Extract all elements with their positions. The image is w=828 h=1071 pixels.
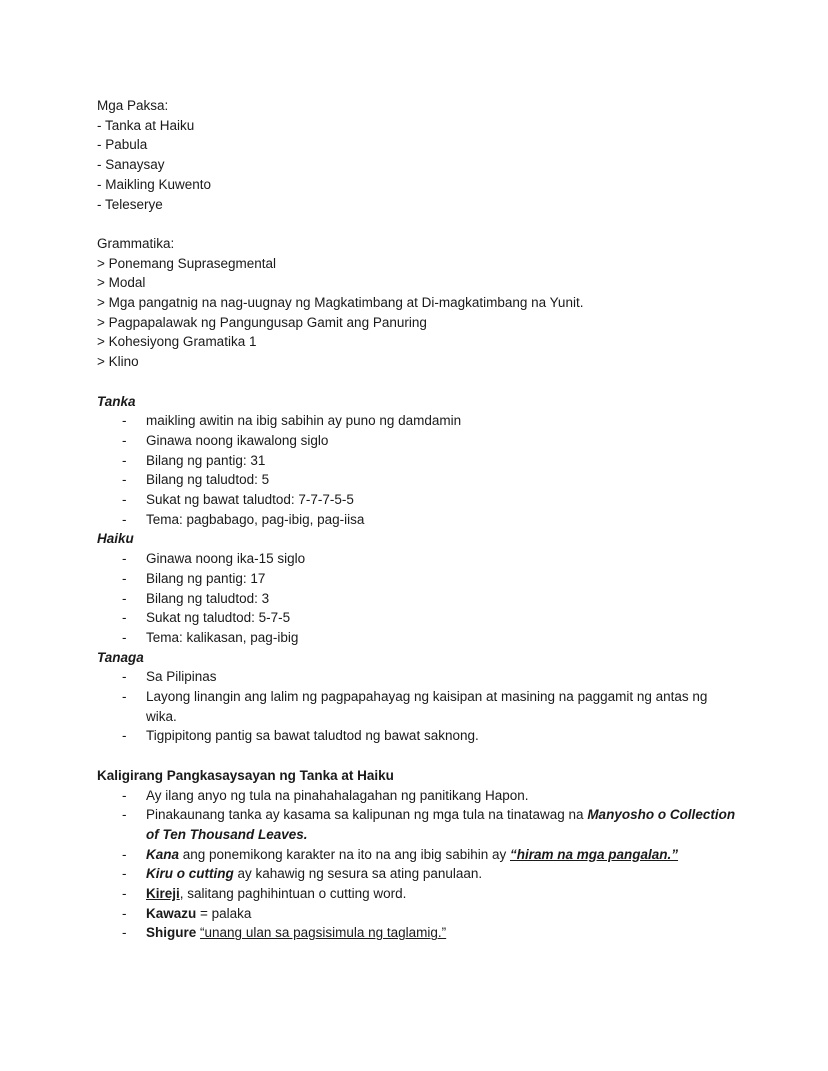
tanaga-heading: Tanaga <box>97 649 144 665</box>
text-run: = palaka <box>196 905 252 921</box>
bullet-dash-marker: - <box>122 905 127 921</box>
spacer <box>97 372 737 392</box>
kaligirang-bullet-item <box>97 805 737 844</box>
bullet-dash-marker: - <box>122 886 127 902</box>
tanka-bullet-item <box>97 470 737 490</box>
bullet-text <box>146 906 251 921</box>
kaligirang-bullet-item <box>97 884 737 904</box>
bullet-text <box>146 788 529 803</box>
section-tanka <box>97 392 737 530</box>
bullet-dash-marker: - <box>122 866 127 882</box>
grammatika-item: > Kohesiyong Gramatika 1 <box>97 334 257 350</box>
bullet-text: Tigpipitong pantig sa bawat taludtod ng bawat saknong. <box>146 728 479 744</box>
tanka-bullet-item <box>97 451 737 471</box>
text-run: Kana <box>146 846 180 862</box>
bullet-text: Tema: kalikasan, pag-ibig <box>146 629 299 645</box>
bullet-text: Ginawa noong ikawalong siglo <box>146 432 329 448</box>
mga-paksa-heading: Mga Paksa: <box>97 98 169 113</box>
bullet-dash-marker: - <box>122 728 127 744</box>
spacer <box>97 746 737 766</box>
bullet-dash-marker: - <box>122 551 127 567</box>
bullet-dash-marker: - <box>122 925 127 941</box>
grammatika-item: > Mga pangatnig na nag-uugnay ng Magkatimbang at Di-magkatimbang na Yunit. <box>97 295 584 311</box>
mga-paksa-item: - Teleserye <box>97 196 163 212</box>
bullet-text: Bilang ng pantig: 17 <box>146 570 266 586</box>
bullet-dash-marker: - <box>122 511 127 527</box>
spacer <box>97 214 737 234</box>
bullet-text <box>146 866 482 881</box>
text-run: “hiram na mga pangalan.” <box>509 846 679 862</box>
mga-paksa-item: - Maikling Kuwento <box>97 176 212 192</box>
bullet-dash-marker: - <box>122 787 127 803</box>
haiku-bullet-item <box>97 628 737 648</box>
tanaga-bullet-list <box>97 667 737 746</box>
text-run: Shigure <box>146 925 197 941</box>
kaligirang-bullet-item <box>97 786 737 806</box>
bullet-dash-marker: - <box>122 807 127 823</box>
bullet-text: Sa Pilipinas <box>146 669 217 685</box>
tanka-bullet-item <box>97 490 737 510</box>
grammatika-list <box>97 254 737 372</box>
tanka-bullet-item <box>97 431 737 451</box>
mga-paksa-item: - Pabula <box>97 137 148 153</box>
text-run: Ay ilang anyo ng tula na pinahahalagahan ng panitikang Hapon. <box>146 787 529 803</box>
bullet-dash-marker: - <box>122 413 127 429</box>
bullet-text: Bilang ng taludtod: 3 <box>146 590 270 606</box>
kaligirang-bullet-item <box>97 864 737 884</box>
tanaga-bullet-item <box>97 726 737 746</box>
bullet-dash-marker: - <box>122 492 127 508</box>
haiku-bullet-item <box>97 569 737 589</box>
bullet-dash-marker: - <box>122 846 127 862</box>
mga-paksa-item: - Tanka at Haiku <box>97 117 195 133</box>
tanka-bullet-list <box>97 411 737 529</box>
haiku-bullet-item <box>97 589 737 609</box>
bullet-text <box>146 847 678 862</box>
bullet-text: Tema: pagbabago, pag-ibig, pag-iisa <box>146 511 365 527</box>
bullet-dash-marker: - <box>122 570 127 586</box>
bullet-text <box>146 886 406 901</box>
bullet-text: Layong linangin ang lalim ng pagpapahayag ng kaisipan at masining na paggamit ng antas ng wika. <box>146 689 708 724</box>
grammatika-item: > Klino <box>97 354 139 370</box>
haiku-bullet-item <box>97 549 737 569</box>
kaligirang-bullet-item <box>97 904 737 924</box>
bullet-text: maikling awitin na ibig sabihin ay puno ng damdamin <box>146 413 462 429</box>
bullet-dash-marker: - <box>122 452 127 468</box>
mga-paksa-item: - Sanaysay <box>97 157 165 173</box>
tanka-heading: Tanka <box>97 393 136 409</box>
bullet-text <box>146 925 446 940</box>
tanka-bullet-item <box>97 510 737 530</box>
bullet-dash-marker: - <box>122 590 127 606</box>
haiku-bullet-list <box>97 549 737 648</box>
section-tanaga <box>97 648 737 747</box>
text-run: Pinakaunang tanka ay kasama sa kalipunan ng mga tula na tinatawag na <box>146 807 588 823</box>
text-run: Kiru o cutting <box>146 866 238 882</box>
bullet-dash-marker: - <box>122 432 127 448</box>
kaligirang-heading: Kaligirang Pangkasaysayan ng Tanka at Haiku <box>97 767 394 783</box>
text-run: ang ponemikong karakter na ito na ang ibig sabihin ay <box>179 846 510 862</box>
tanaga-bullet-item <box>97 687 737 726</box>
grammatika-heading: Grammatika: <box>97 235 175 251</box>
kaligirang-bullet-list <box>97 786 737 944</box>
bullet-dash-marker: - <box>122 629 127 645</box>
kaligirang-bullet-item <box>97 923 737 943</box>
haiku-heading: Haiku <box>97 531 134 547</box>
text-run: , salitang paghihintuan o cutting word. <box>179 886 407 902</box>
bullet-text: Sukat ng bawat taludtod: 7-7-7-5-5 <box>146 492 354 508</box>
text-run: Kawazu <box>146 905 197 921</box>
grammatika-item: > Modal <box>97 275 146 291</box>
haiku-bullet-item <box>97 608 737 628</box>
text-run: “unang ulan sa pagsisimula ng taglamig.” <box>200 925 447 941</box>
bullet-dash-marker: - <box>122 689 127 705</box>
grammatika-item: > Pagpapalawak ng Pangungusap Gamit ang Panuring <box>97 314 427 330</box>
bullet-text: Bilang ng pantig: 31 <box>146 452 266 468</box>
bullet-dash-marker: - <box>122 669 127 685</box>
section-mga-paksa <box>97 96 737 214</box>
bullet-dash-marker: - <box>122 472 127 488</box>
tanaga-bullet-item <box>97 667 737 687</box>
kaligirang-bullet-item <box>97 845 737 865</box>
text-run: Kireji <box>146 886 180 902</box>
bullet-text: Bilang ng taludtod: 5 <box>146 472 270 488</box>
section-kaligirang-pangkasaysayan <box>97 766 737 943</box>
bullet-dash-marker: - <box>122 610 127 626</box>
bullet-text: Sukat ng taludtod: 5-7-5 <box>146 610 291 626</box>
text-run: Manyosho o Collection of Ten Thousand Leaves. <box>146 807 736 842</box>
bullet-text <box>146 807 735 842</box>
section-haiku <box>97 529 737 647</box>
mga-paksa-list <box>97 116 737 215</box>
document-body <box>97 96 737 943</box>
grammatika-item: > Ponemang Suprasegmental <box>97 255 276 271</box>
bullet-text: Ginawa noong ika-15 siglo <box>146 551 306 567</box>
tanka-bullet-item <box>97 411 737 431</box>
section-grammatika <box>97 234 737 372</box>
text-run: ay kahawig ng sesura sa ating panulaan. <box>237 866 483 882</box>
